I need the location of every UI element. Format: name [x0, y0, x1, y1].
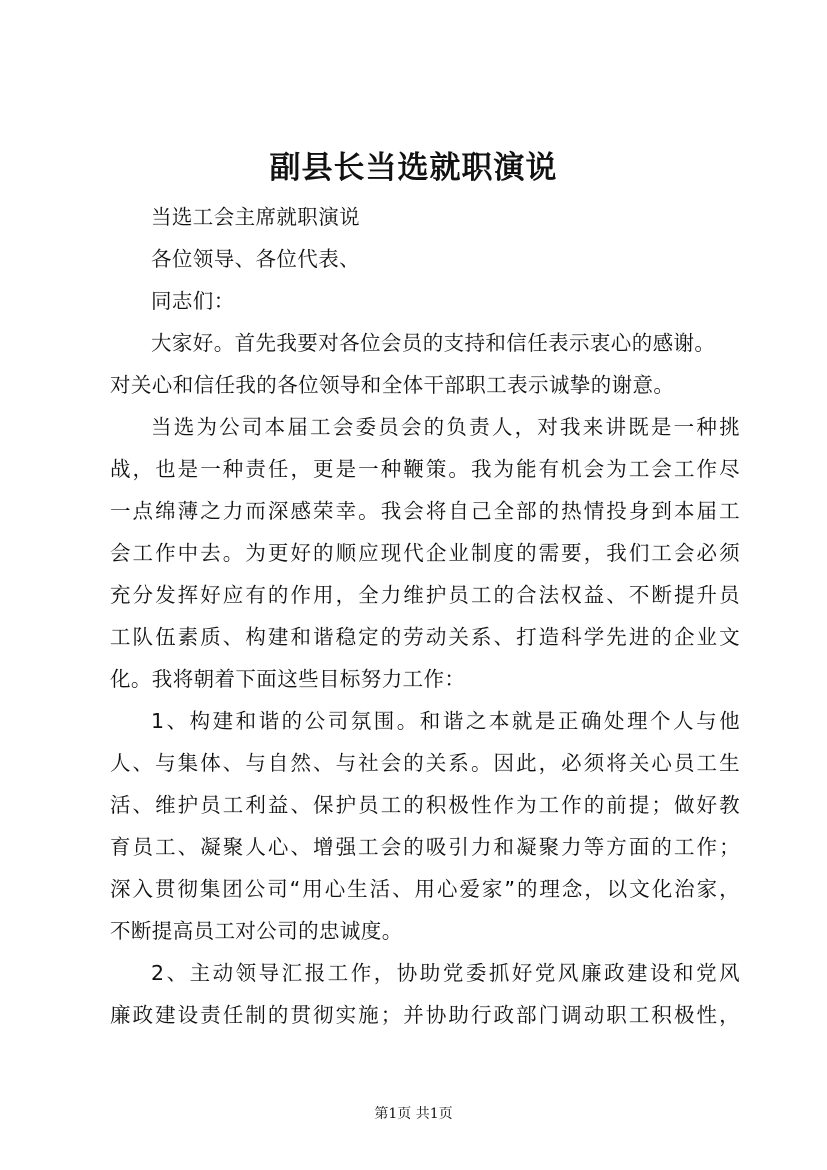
- paragraph-line: 一点绵薄之力而深感荣幸。我会将自己全部的热情投身到本届工: [110, 499, 740, 523]
- paragraph-line: 化。我将朝着下面这些目标努力工作：: [110, 667, 466, 691]
- paragraph-line: 活、维护员工利益、保护员工的积极性作为工作的前提；做好教: [110, 793, 740, 817]
- subtitle-line: 当选工会主席就职演说: [151, 205, 360, 229]
- paragraph-line: 工队伍素质、构建和谐稳定的劳动关系、打造科学先进的企业文: [110, 625, 740, 649]
- document-title: 副县长当选就职演说: [269, 150, 558, 186]
- paragraph-line: 大家好。首先我要对各位会员的支持和信任表示衷心的感谢。: [151, 331, 716, 355]
- paragraph-line: 战，也是一种责任，更是一种鞭策。我为能有机会为工会工作尽: [110, 457, 740, 481]
- paragraph-line: 不断提高员工对公司的忠诚度。: [110, 919, 403, 943]
- paragraph-line: 育员工、凝聚人心、增强工会的吸引力和凝聚力等方面的工作；: [110, 835, 740, 859]
- paragraph-line: 充分发挥好应有的作用，全力维护员工的合法权益、不断提升员: [110, 583, 740, 607]
- page-number: 第1页 共1页: [374, 1106, 453, 1122]
- paragraph-line: 廉政建设责任制的贯彻实施；并协助行政部门调动职工积极性，: [110, 1003, 740, 1027]
- salutation-line: 同志们：: [151, 289, 235, 313]
- paragraph-line: 1、构建和谐的公司氛围。和谐之本就是正确处理个人与他: [151, 709, 740, 733]
- paragraph-line: 当选为公司本届工会委员会的负责人，对我来讲既是一种挑: [151, 415, 740, 439]
- paragraph-line: 深入贯彻集团公司“用心生活、用心爱家”的理念，以文化治家，: [110, 877, 740, 901]
- salutation-line: 各位领导、各位代表、: [151, 247, 360, 271]
- paragraph-line: 会工作中去。为更好的顺应现代企业制度的需要，我们工会必须: [110, 541, 740, 565]
- document-body: [110, 196, 740, 1036]
- paragraph-line: 2、主动领导汇报工作，协助党委抓好党风廉政建设和党风: [151, 961, 740, 985]
- paragraph-line: 人、与集体、与自然、与社会的关系。因此，必须将关心员工生: [110, 751, 740, 775]
- paragraph-line: 对关心和信任我的各位领导和全体干部职工表示诚挚的谢意。: [110, 373, 675, 397]
